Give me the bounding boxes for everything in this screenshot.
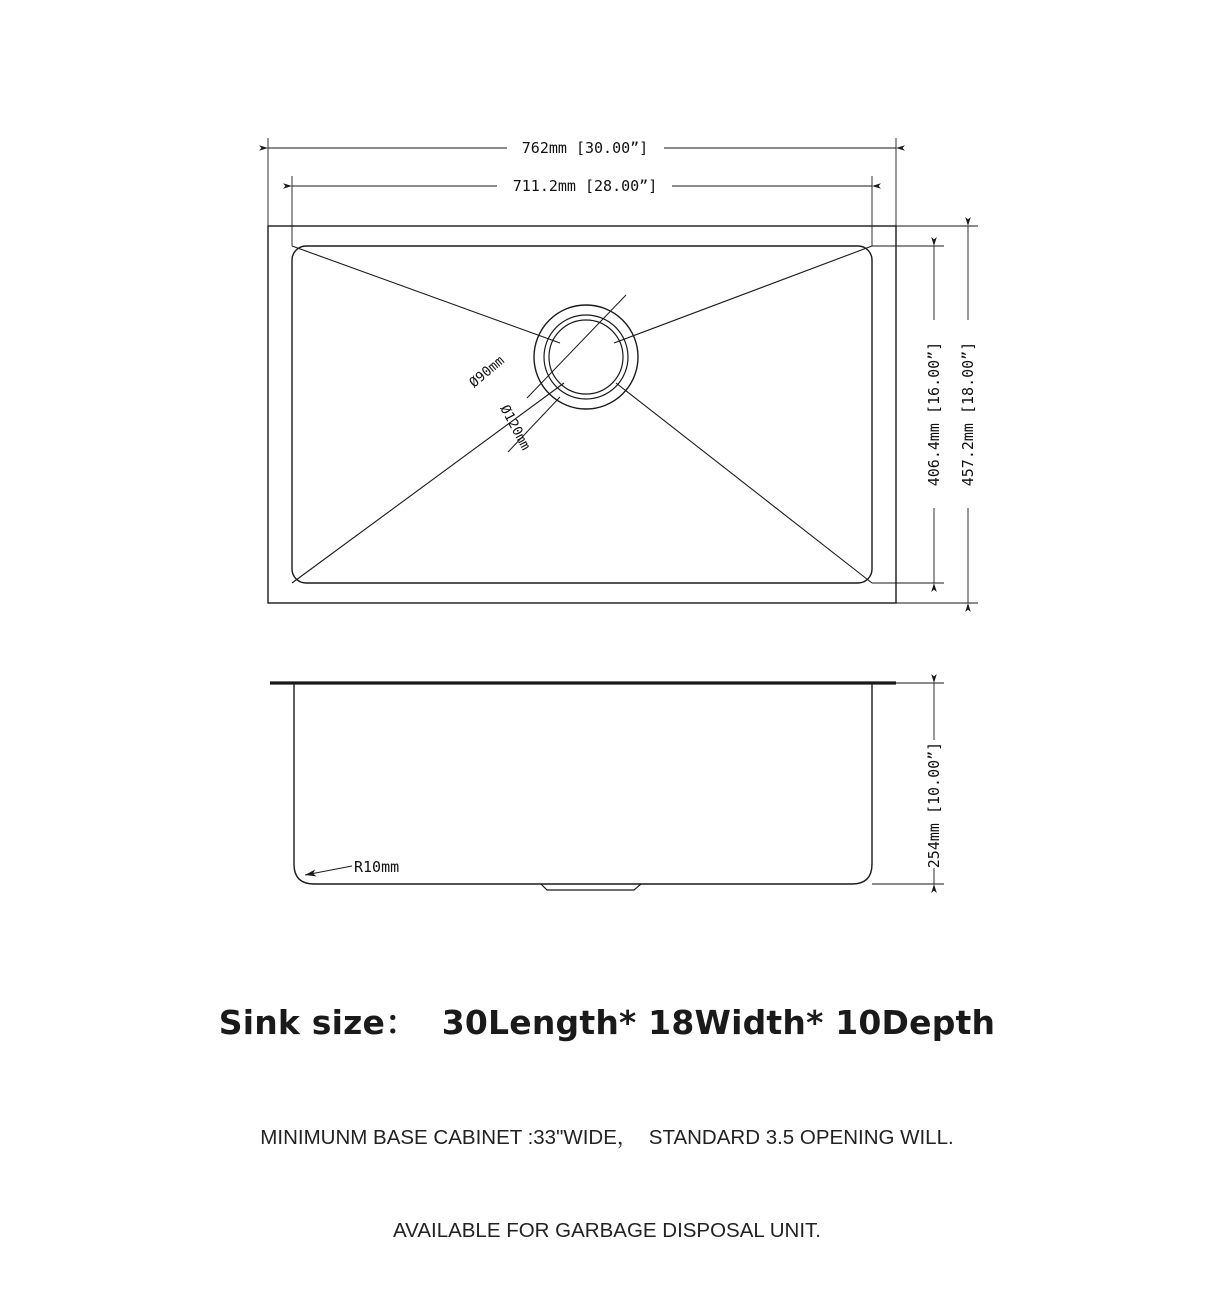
drain-inner-diameter-label: Ø90mm	[466, 352, 508, 392]
drain-inner-circle	[549, 320, 623, 394]
corner-radius-label: R10mm	[354, 858, 400, 876]
drain-inner-leader	[527, 295, 626, 398]
side-view-drain-bump	[541, 884, 641, 890]
caption-subtext	[0, 1060, 1214, 1308]
drain-middle-circle	[544, 315, 628, 399]
sink-size-title: Sink size： 30Length* 18Width* 10Depth	[218, 1003, 996, 1042]
caption-block	[0, 1000, 1214, 1308]
side-view-body	[294, 684, 872, 884]
side-view-group	[270, 683, 944, 890]
outer-height-label: 457.2mm [18.00”]	[959, 341, 977, 487]
inner-width-label: 711.2mm [28.00”]	[512, 177, 658, 195]
basin-slope-line	[292, 383, 564, 583]
inner-height-label: 406.4mm [16.00”]	[925, 341, 943, 487]
drain-outer-diameter-label: Ø120mm	[496, 402, 534, 453]
depth-label: 254mm [10.00”]	[925, 741, 943, 869]
caption-line-1: MINIMUNM BASE CABINET :33"WIDE， STANDARD 3.5 OPENING WILL.	[260, 1126, 954, 1149]
sink-basin-outline	[292, 246, 872, 583]
outer-width-label: 762mm [30.00”]	[521, 139, 649, 157]
caption-line-2: AVAILABLE FOR GARBAGE DISPOSAL UNIT.	[393, 1219, 821, 1242]
top-view-group	[268, 138, 978, 603]
sink-outer-rim	[268, 226, 896, 603]
basin-slope-line	[614, 246, 872, 343]
basin-slope-line	[616, 383, 872, 583]
basin-slope-line	[292, 246, 560, 343]
corner-radius-leader	[305, 866, 352, 875]
